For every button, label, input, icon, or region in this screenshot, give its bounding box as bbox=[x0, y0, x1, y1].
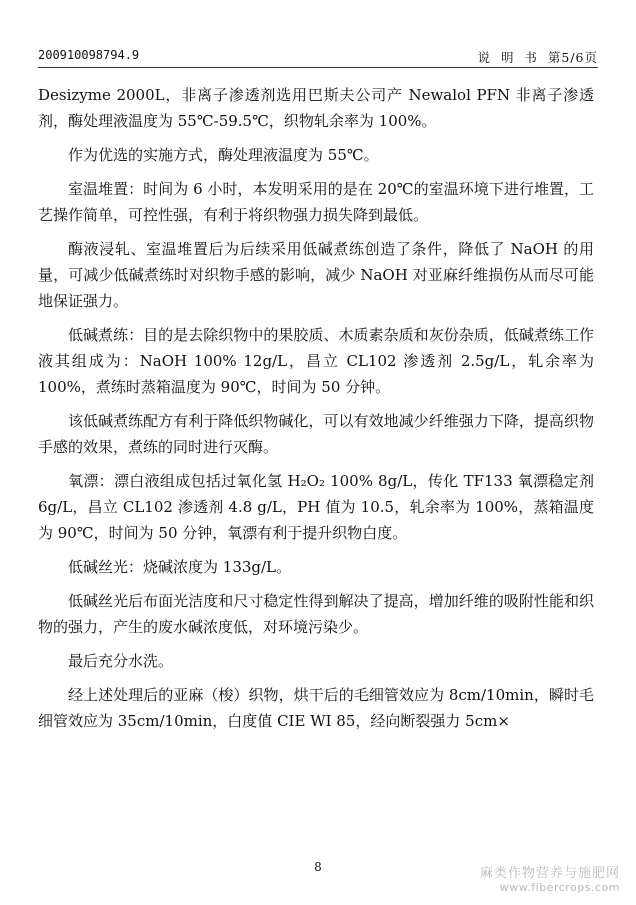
watermark-title: 麻类作物营养与施肥网 bbox=[479, 866, 620, 881]
site-watermark bbox=[480, 867, 620, 895]
paragraph: Desizyme 2000L，非离子渗透剂选用巴斯夫公司产 Newalol PFN 非离子渗透剂，酶处理液温度为 55℃-59.5℃，织物轧余率为 100%。 bbox=[38, 86, 594, 130]
paragraph: 作为优选的实施方式，酶处理液温度为 55℃。 bbox=[68, 146, 379, 164]
paragraph: 低碱丝光：烧碱浓度为 133g/L。 bbox=[68, 558, 292, 576]
paragraph: 低碱丝光后布面光洁度和尺寸稳定性得到解决了提高，增加纤维的吸附性能和织物的强力，产生的废水碱浓度低，对环境污染少。 bbox=[38, 592, 594, 636]
paragraph: 低碱煮练：目的是去除织物中的果胶质、木质素杂质和灰份杂质，低碱煮练工作液其组成为：NaOH 100% 12g/L，昌立 CL102 渗透剂 2.5g/L，轧余率为 100%，煮练时蒸箱温度为 90℃，时间为 50 分钟。 bbox=[38, 326, 594, 396]
paragraph: 室温堆置：时间为 6 小时，本发明采用的是在 20℃的室温环境下进行堆置，工艺操作简单，可控性强，有利于将织物强力损失降到最低。 bbox=[38, 180, 594, 224]
watermark-url: www.fibercrops.com bbox=[499, 881, 620, 894]
paragraph: 经上述处理后的亚麻（梭）织物，烘干后的毛细管效应为 8cm/10min，瞬时毛细管效应为 35cm/10min，白度值 CIE WI 85，经向断裂强力 5cm× bbox=[38, 686, 594, 730]
paragraph: 该低碱煮练配方有利于降低织物碱化，可以有效地减少纤维强力下降，提高织物手感的效果，煮练的同时进行灭酶。 bbox=[38, 412, 594, 456]
paragraph: 氧漂：漂白液组成包括过氧化氢 H₂O₂ 100% 8g/L，传化 TF133 氧漂稳定剂 6g/L，昌立 CL102 渗透剂 4.8 g/L，PH 值为 10.5，轧余率为 100%，蒸箱温度为 90℃，时间为 50 分钟，氧漂有利于提升织物白度。 bbox=[38, 472, 594, 542]
page-number: 8 bbox=[314, 860, 322, 874]
paragraph: 酶液浸轧、室温堆置后为后续采用低碱煮练创造了条件，降低了 NaOH 的用量，可减少低碱煮练时对织物手感的影响，减少 NaOH 对亚麻纤维损伤从而尽可能地保证强力。 bbox=[38, 240, 594, 310]
paragraph: 最后充分水洗。 bbox=[68, 652, 174, 670]
header-right bbox=[478, 48, 598, 66]
page-indicator: 第5/6页 bbox=[547, 50, 598, 65]
header-divider bbox=[38, 67, 598, 68]
section-title: 说 明 书 bbox=[477, 50, 538, 65]
body-text bbox=[38, 82, 594, 742]
application-number: 200910098794.9 bbox=[38, 48, 140, 62]
